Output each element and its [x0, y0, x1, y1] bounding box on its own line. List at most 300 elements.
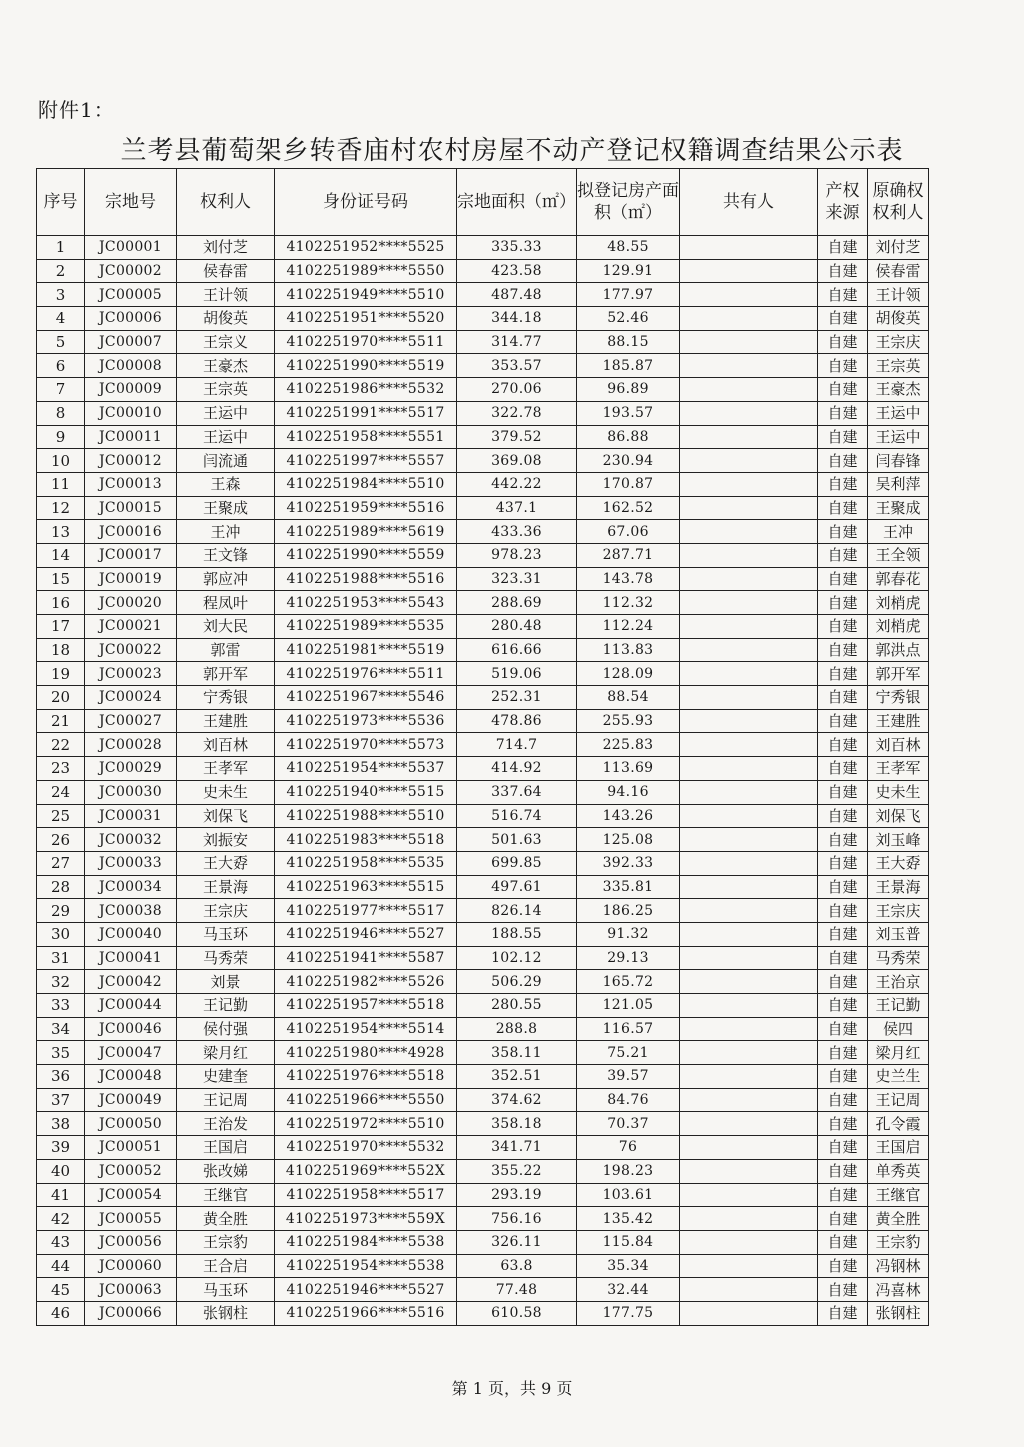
table-row: [37, 638, 929, 662]
table-row: [37, 591, 929, 615]
cell-original-owner: 王孝军: [868, 757, 929, 781]
cell-land-area: 826.14: [457, 899, 577, 923]
cell-original-owner: 王建胜: [868, 709, 929, 733]
cell-co-owner: [680, 378, 818, 402]
cell-original-owner: 刘梢虎: [868, 615, 929, 639]
table-row: [37, 330, 929, 354]
table-row: [37, 520, 929, 544]
cell-seq: 21: [37, 709, 85, 733]
cell-co-owner: [680, 520, 818, 544]
cell-house-area: 94.16: [577, 780, 680, 804]
cell-source: 自建: [818, 638, 868, 662]
cell-source: 自建: [818, 567, 868, 591]
cell-house-area: 115.84: [577, 1230, 680, 1254]
cell-owner: 黄全胜: [177, 1207, 275, 1231]
cell-parcel: JC00001: [85, 236, 177, 260]
header-original-owner: 原确权权利人: [868, 169, 929, 236]
cell-parcel: JC00040: [85, 922, 177, 946]
cell-owner: 郭雷: [177, 638, 275, 662]
cell-seq: 13: [37, 520, 85, 544]
cell-land-area: 270.06: [457, 378, 577, 402]
header-co-owner: 共有人: [680, 169, 818, 236]
cell-original-owner: 刘玉峰: [868, 828, 929, 852]
cell-id-number: 4102251984****5510: [275, 472, 457, 496]
cell-land-area: 519.06: [457, 662, 577, 686]
cell-land-area: 423.58: [457, 259, 577, 283]
table-row: [37, 425, 929, 449]
cell-land-area: 442.22: [457, 472, 577, 496]
cell-id-number: 4102251991****5517: [275, 401, 457, 425]
cell-original-owner: 刘玉普: [868, 922, 929, 946]
cell-parcel: JC00024: [85, 686, 177, 710]
cell-seq: 35: [37, 1041, 85, 1065]
cell-source: 自建: [818, 236, 868, 260]
cell-original-owner: 胡俊英: [868, 307, 929, 331]
cell-land-area: 478.86: [457, 709, 577, 733]
cell-original-owner: 吴利萍: [868, 472, 929, 496]
cell-source: 自建: [818, 875, 868, 899]
cell-source: 自建: [818, 1183, 868, 1207]
cell-source: 自建: [818, 757, 868, 781]
cell-seq: 10: [37, 449, 85, 473]
cell-owner: 王记周: [177, 1088, 275, 1112]
cell-original-owner: 王景海: [868, 875, 929, 899]
cell-land-area: 63.8: [457, 1254, 577, 1278]
cell-id-number: 4102251970****5532: [275, 1136, 457, 1160]
cell-land-area: 353.57: [457, 354, 577, 378]
cell-original-owner: 刘梢虎: [868, 591, 929, 615]
cell-seq: 20: [37, 686, 85, 710]
cell-house-area: 84.76: [577, 1088, 680, 1112]
cell-owner: 王冲: [177, 520, 275, 544]
cell-land-area: 293.19: [457, 1183, 577, 1207]
cell-co-owner: [680, 1136, 818, 1160]
cell-co-owner: [680, 638, 818, 662]
cell-source: 自建: [818, 449, 868, 473]
cell-seq: 31: [37, 946, 85, 970]
cell-owner: 王运中: [177, 425, 275, 449]
cell-parcel: JC00023: [85, 662, 177, 686]
cell-land-area: 355.22: [457, 1159, 577, 1183]
table-row: [37, 259, 929, 283]
cell-co-owner: [680, 1041, 818, 1065]
cell-original-owner: 王记勤: [868, 994, 929, 1018]
cell-house-area: 35.34: [577, 1254, 680, 1278]
cell-id-number: 4102251946****5527: [275, 1278, 457, 1302]
cell-land-area: 374.62: [457, 1088, 577, 1112]
cell-id-number: 4102251958****5535: [275, 851, 457, 875]
cell-house-area: 96.89: [577, 378, 680, 402]
cell-seq: 15: [37, 567, 85, 591]
cell-seq: 26: [37, 828, 85, 852]
table-row: [37, 1207, 929, 1231]
cell-id-number: 4102251940****5515: [275, 780, 457, 804]
cell-original-owner: 王宗庆: [868, 899, 929, 923]
cell-seq: 36: [37, 1065, 85, 1089]
cell-id-number: 4102251973****559X: [275, 1207, 457, 1231]
cell-owner: 马秀荣: [177, 946, 275, 970]
cell-seq: 17: [37, 615, 85, 639]
cell-co-owner: [680, 1159, 818, 1183]
cell-source: 自建: [818, 709, 868, 733]
cell-id-number: 4102251988****5516: [275, 567, 457, 591]
cell-land-area: 337.64: [457, 780, 577, 804]
cell-owner: 王宗英: [177, 378, 275, 402]
cell-parcel: JC00017: [85, 543, 177, 567]
cell-land-area: 358.11: [457, 1041, 577, 1065]
cell-parcel: JC00007: [85, 330, 177, 354]
cell-co-owner: [680, 236, 818, 260]
cell-land-area: 501.63: [457, 828, 577, 852]
cell-house-area: 76: [577, 1136, 680, 1160]
cell-parcel: JC00022: [85, 638, 177, 662]
cell-id-number: 4102251976****5518: [275, 1065, 457, 1089]
cell-source: 自建: [818, 804, 868, 828]
table-row: [37, 1136, 929, 1160]
table-row: [37, 354, 929, 378]
cell-house-area: 67.06: [577, 520, 680, 544]
cell-parcel: JC00028: [85, 733, 177, 757]
cell-seq: 25: [37, 804, 85, 828]
cell-co-owner: [680, 804, 818, 828]
cell-owner: 王宗豹: [177, 1230, 275, 1254]
cell-original-owner: 郭洪点: [868, 638, 929, 662]
cell-id-number: 4102251954****5538: [275, 1254, 457, 1278]
cell-source: 自建: [818, 1088, 868, 1112]
cell-source: 自建: [818, 591, 868, 615]
cell-original-owner: 王继官: [868, 1183, 929, 1207]
table-row: [37, 1041, 929, 1065]
cell-land-area: 326.11: [457, 1230, 577, 1254]
cell-original-owner: 王国启: [868, 1136, 929, 1160]
table-row: [37, 449, 929, 473]
cell-parcel: JC00020: [85, 591, 177, 615]
cell-co-owner: [680, 401, 818, 425]
cell-land-area: 314.77: [457, 330, 577, 354]
cell-original-owner: 王运中: [868, 401, 929, 425]
cell-land-area: 610.58: [457, 1301, 577, 1325]
cell-original-owner: 王宗豹: [868, 1230, 929, 1254]
cell-parcel: JC00034: [85, 875, 177, 899]
cell-id-number: 4102251957****5518: [275, 994, 457, 1018]
table-row: [37, 496, 929, 520]
cell-id-number: 4102251982****5526: [275, 970, 457, 994]
table-row: [37, 543, 929, 567]
cell-co-owner: [680, 472, 818, 496]
cell-parcel: JC00005: [85, 283, 177, 307]
registration-table: [36, 168, 929, 1326]
page-footer: 第 1 页，共 9 页: [451, 1379, 573, 1398]
cell-owner: 张改娣: [177, 1159, 275, 1183]
cell-land-area: 369.08: [457, 449, 577, 473]
cell-parcel: JC00021: [85, 615, 177, 639]
cell-house-area: 177.97: [577, 283, 680, 307]
table-row: [37, 922, 929, 946]
cell-co-owner: [680, 1088, 818, 1112]
cell-seq: 41: [37, 1183, 85, 1207]
cell-seq: 12: [37, 496, 85, 520]
cell-co-owner: [680, 733, 818, 757]
cell-parcel: JC00056: [85, 1230, 177, 1254]
header-row: [37, 169, 929, 236]
table-row: [37, 1278, 929, 1302]
cell-source: 自建: [818, 472, 868, 496]
cell-source: 自建: [818, 1207, 868, 1231]
table-row: [37, 472, 929, 496]
cell-parcel: JC00055: [85, 1207, 177, 1231]
cell-house-area: 113.69: [577, 757, 680, 781]
cell-owner: 侯付强: [177, 1017, 275, 1041]
cell-source: 自建: [818, 354, 868, 378]
cell-owner: 马玉环: [177, 922, 275, 946]
cell-source: 自建: [818, 330, 868, 354]
cell-co-owner: [680, 591, 818, 615]
cell-original-owner: 刘付芝: [868, 236, 929, 260]
cell-owner: 王孝军: [177, 757, 275, 781]
cell-parcel: JC00041: [85, 946, 177, 970]
cell-id-number: 4102251951****5520: [275, 307, 457, 331]
cell-co-owner: [680, 354, 818, 378]
cell-co-owner: [680, 615, 818, 639]
cell-parcel: JC00015: [85, 496, 177, 520]
cell-owner: 胡俊英: [177, 307, 275, 331]
cell-land-area: 188.55: [457, 922, 577, 946]
cell-parcel: JC00051: [85, 1136, 177, 1160]
cell-owner: 刘振安: [177, 828, 275, 852]
cell-owner: 王国启: [177, 1136, 275, 1160]
cell-co-owner: [680, 425, 818, 449]
cell-seq: 29: [37, 899, 85, 923]
table-row: [37, 804, 929, 828]
cell-source: 自建: [818, 780, 868, 804]
cell-house-area: 143.78: [577, 567, 680, 591]
cell-land-area: 341.71: [457, 1136, 577, 1160]
cell-parcel: JC00006: [85, 307, 177, 331]
cell-parcel: JC00010: [85, 401, 177, 425]
cell-house-area: 48.55: [577, 236, 680, 260]
cell-parcel: JC00054: [85, 1183, 177, 1207]
cell-id-number: 4102251973****5536: [275, 709, 457, 733]
cell-source: 自建: [818, 1065, 868, 1089]
table-row: [37, 307, 929, 331]
cell-land-area: 288.69: [457, 591, 577, 615]
table-row: [37, 567, 929, 591]
cell-original-owner: 史兰生: [868, 1065, 929, 1089]
cell-owner: 刘保飞: [177, 804, 275, 828]
cell-owner: 王豪杰: [177, 354, 275, 378]
page-title: 兰考县葡萄架乡转香庙村农村房屋不动产登记权籍调查结果公示表: [120, 136, 904, 166]
cell-original-owner: 闫春锋: [868, 449, 929, 473]
header-house-area: 拟登记房产面积（㎡）: [577, 169, 680, 236]
cell-owner: 史建奎: [177, 1065, 275, 1089]
cell-parcel: JC00066: [85, 1301, 177, 1325]
cell-owner: 王记勤: [177, 994, 275, 1018]
cell-co-owner: [680, 686, 818, 710]
cell-owner: 刘景: [177, 970, 275, 994]
cell-source: 自建: [818, 496, 868, 520]
cell-house-area: 193.57: [577, 401, 680, 425]
cell-parcel: JC00008: [85, 354, 177, 378]
cell-owner: 刘百林: [177, 733, 275, 757]
table-row: [37, 686, 929, 710]
cell-seq: 19: [37, 662, 85, 686]
cell-co-owner: [680, 757, 818, 781]
cell-seq: 46: [37, 1301, 85, 1325]
cell-co-owner: [680, 922, 818, 946]
table-body: [37, 236, 929, 1326]
cell-id-number: 4102251963****5515: [275, 875, 457, 899]
cell-land-area: 322.78: [457, 401, 577, 425]
cell-original-owner: 王记周: [868, 1088, 929, 1112]
table-row: [37, 946, 929, 970]
cell-seq: 42: [37, 1207, 85, 1231]
cell-parcel: JC00049: [85, 1088, 177, 1112]
cell-seq: 40: [37, 1159, 85, 1183]
table-row: [37, 709, 929, 733]
cell-original-owner: 梁月红: [868, 1041, 929, 1065]
cell-id-number: 4102251966****5516: [275, 1301, 457, 1325]
cell-id-number: 4102251959****5516: [275, 496, 457, 520]
cell-house-area: 39.57: [577, 1065, 680, 1089]
cell-parcel: JC00011: [85, 425, 177, 449]
header-source: 产权来源: [818, 169, 868, 236]
cell-land-area: 358.18: [457, 1112, 577, 1136]
cell-original-owner: 王聚成: [868, 496, 929, 520]
cell-source: 自建: [818, 1112, 868, 1136]
table-row: [37, 994, 929, 1018]
cell-parcel: JC00016: [85, 520, 177, 544]
cell-original-owner: 史未生: [868, 780, 929, 804]
cell-seq: 44: [37, 1254, 85, 1278]
header-owner: 权利人: [177, 169, 275, 236]
cell-co-owner: [680, 1207, 818, 1231]
cell-owner: 宁秀银: [177, 686, 275, 710]
cell-source: 自建: [818, 946, 868, 970]
cell-id-number: 4102251958****5517: [275, 1183, 457, 1207]
cell-original-owner: 单秀英: [868, 1159, 929, 1183]
cell-owner: 程凤叶: [177, 591, 275, 615]
cell-seq: 2: [37, 259, 85, 283]
cell-land-area: 280.55: [457, 994, 577, 1018]
cell-house-area: 112.24: [577, 615, 680, 639]
cell-parcel: JC00044: [85, 994, 177, 1018]
cell-house-area: 392.33: [577, 851, 680, 875]
table-row: [37, 1301, 929, 1325]
table-row: [37, 1017, 929, 1041]
cell-original-owner: 侯春雷: [868, 259, 929, 283]
cell-source: 自建: [818, 307, 868, 331]
cell-co-owner: [680, 1017, 818, 1041]
cell-co-owner: [680, 1065, 818, 1089]
cell-co-owner: [680, 994, 818, 1018]
cell-seq: 37: [37, 1088, 85, 1112]
cell-source: 自建: [818, 1041, 868, 1065]
cell-parcel: JC00012: [85, 449, 177, 473]
cell-original-owner: 冯钢林: [868, 1254, 929, 1278]
table-row: [37, 757, 929, 781]
cell-house-area: 162.52: [577, 496, 680, 520]
cell-seq: 11: [37, 472, 85, 496]
cell-parcel: JC00052: [85, 1159, 177, 1183]
cell-land-area: 288.8: [457, 1017, 577, 1041]
cell-land-area: 506.29: [457, 970, 577, 994]
cell-original-owner: 马秀荣: [868, 946, 929, 970]
cell-owner: 郭开军: [177, 662, 275, 686]
cell-source: 自建: [818, 733, 868, 757]
cell-seq: 8: [37, 401, 85, 425]
cell-house-area: 88.54: [577, 686, 680, 710]
header-parcel: 宗地号: [85, 169, 177, 236]
cell-co-owner: [680, 496, 818, 520]
cell-parcel: JC00030: [85, 780, 177, 804]
cell-id-number: 4102251989****5550: [275, 259, 457, 283]
cell-seq: 14: [37, 543, 85, 567]
table-row: [37, 662, 929, 686]
cell-owner: 闫流通: [177, 449, 275, 473]
table-row: [37, 236, 929, 260]
cell-land-area: 414.92: [457, 757, 577, 781]
cell-source: 自建: [818, 1278, 868, 1302]
cell-seq: 16: [37, 591, 85, 615]
cell-co-owner: [680, 449, 818, 473]
table-row: [37, 851, 929, 875]
cell-source: 自建: [818, 994, 868, 1018]
cell-house-area: 165.72: [577, 970, 680, 994]
cell-co-owner: [680, 709, 818, 733]
cell-land-area: 102.12: [457, 946, 577, 970]
cell-id-number: 4102251988****5510: [275, 804, 457, 828]
cell-source: 自建: [818, 922, 868, 946]
cell-original-owner: 侯四: [868, 1017, 929, 1041]
header-id-number: 身份证号码: [275, 169, 457, 236]
cell-parcel: JC00042: [85, 970, 177, 994]
cell-land-area: 978.23: [457, 543, 577, 567]
cell-co-owner: [680, 899, 818, 923]
cell-seq: 1: [37, 236, 85, 260]
cell-source: 自建: [818, 1159, 868, 1183]
cell-co-owner: [680, 780, 818, 804]
cell-owner: 张钢柱: [177, 1301, 275, 1325]
cell-owner: 王宗义: [177, 330, 275, 354]
cell-source: 自建: [818, 828, 868, 852]
cell-id-number: 4102251977****5517: [275, 899, 457, 923]
cell-co-owner: [680, 330, 818, 354]
cell-owner: 马玉环: [177, 1278, 275, 1302]
cell-source: 自建: [818, 259, 868, 283]
cell-seq: 22: [37, 733, 85, 757]
cell-co-owner: [680, 1254, 818, 1278]
table-row: [37, 828, 929, 852]
cell-house-area: 88.15: [577, 330, 680, 354]
cell-parcel: JC00031: [85, 804, 177, 828]
cell-seq: 23: [37, 757, 85, 781]
cell-id-number: 4102251990****5519: [275, 354, 457, 378]
cell-id-number: 4102251980****4928: [275, 1041, 457, 1065]
cell-parcel: JC00060: [85, 1254, 177, 1278]
cell-source: 自建: [818, 1254, 868, 1278]
table-row: [37, 733, 929, 757]
cell-id-number: 4102251976****5511: [275, 662, 457, 686]
cell-parcel: JC00019: [85, 567, 177, 591]
cell-house-area: 113.83: [577, 638, 680, 662]
cell-seq: 5: [37, 330, 85, 354]
cell-co-owner: [680, 1112, 818, 1136]
cell-id-number: 4102251983****5518: [275, 828, 457, 852]
cell-original-owner: 王大孬: [868, 851, 929, 875]
cell-house-area: 186.25: [577, 899, 680, 923]
cell-co-owner: [680, 543, 818, 567]
cell-co-owner: [680, 875, 818, 899]
